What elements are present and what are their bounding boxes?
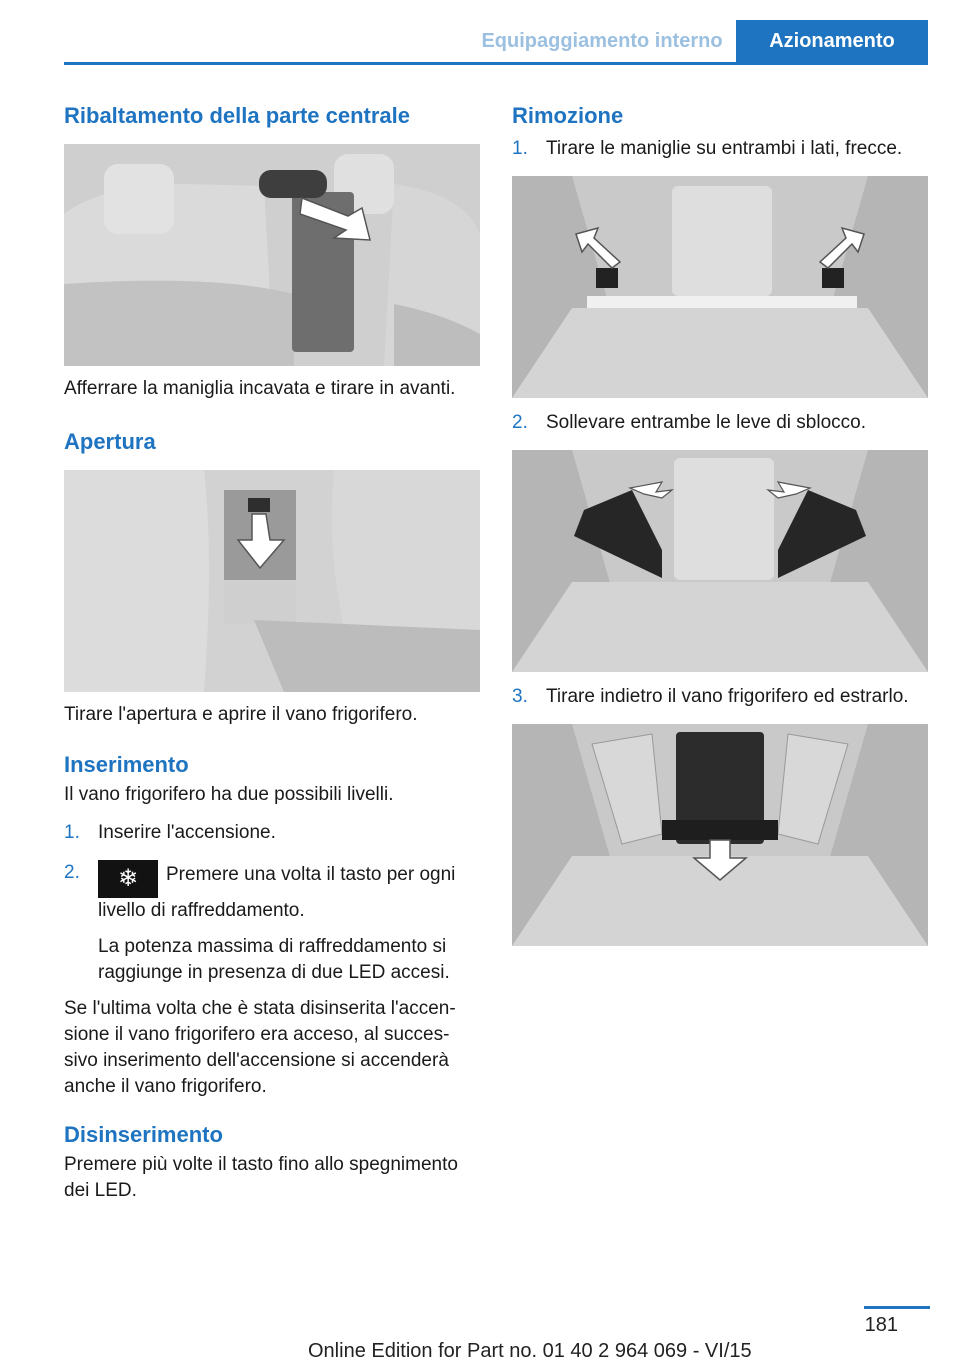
caption-armrest: Afferrare la maniglia incavata e tirare in avanti. [64,378,456,399]
snowflake-icon [98,860,158,898]
step-number: 2. [64,862,80,883]
right-column [512,96,928,946]
heading-rimozione: Rimozione [512,103,624,128]
step-number: 2. [512,412,528,433]
figure-remove-fridge [512,724,928,946]
left-column [64,96,480,1204]
heading-disinserimento: Disinserimento [64,1122,223,1147]
para-livelli: Il vano frigorifero ha due possibili livelli. [64,784,394,805]
section-tab[interactable]: Equipaggiamento interno [481,30,723,52]
step-text: Tirare indietro il vano frigorifero ed estrarlo. [546,686,909,707]
step-number: 1. [64,822,80,843]
insert-steps [64,820,480,986]
step-number: 3. [512,686,528,707]
header-rule [64,62,928,65]
step-text: Premere una volta il tasto per ogni livello di raffreddamento. [98,864,456,921]
list-item [512,136,928,162]
caption-opening: Tirare l'apertura e aprire il vano frigorifero. [64,704,418,725]
list-item [512,410,928,436]
heading-apertura: Apertura [64,429,156,454]
list-item [64,820,480,846]
step-text: Tirare le maniglie su entrambi i lati, frecce. [546,138,903,159]
page-number: 181 [864,1314,898,1336]
heading-ribaltamento: Ribaltamento della parte centrale [64,103,410,128]
page-header [0,0,960,66]
figure-opening [64,470,480,692]
figure-release-levers [512,450,928,672]
key-glyph: ❄ [117,865,139,892]
list-item [64,860,480,986]
footer-rule [864,1306,930,1309]
active-tab[interactable]: Azionamento [736,20,928,62]
figure-rear-seat-armrest [64,144,480,366]
para-spegnimento: Premere più volte il tasto fino allo spegnimento dei LED. [64,1154,458,1201]
step-note: La potenza massima di raffreddamento si raggiunge in presenza di due LED accesi. [98,936,450,983]
heading-inserimento: Inserimento [64,752,189,777]
figure-handles [512,176,928,398]
para-memoria: Se l'ultima volta che è stata disinserita l'accen-sione il vano frigorifero era acceso, al succes-sivo inserimento dell'accensione si accenderà anche il vano frigorifero. [64,998,456,1097]
step-number: 1. [512,138,528,159]
list-item [512,684,928,710]
footer-edition: Online Edition for Part no. 01 40 2 964 069 - VI/15 [308,1340,752,1362]
step-text: Inserire l'accensione. [98,822,276,843]
step-text: Sollevare entrambe le leve di sblocco. [546,412,867,433]
